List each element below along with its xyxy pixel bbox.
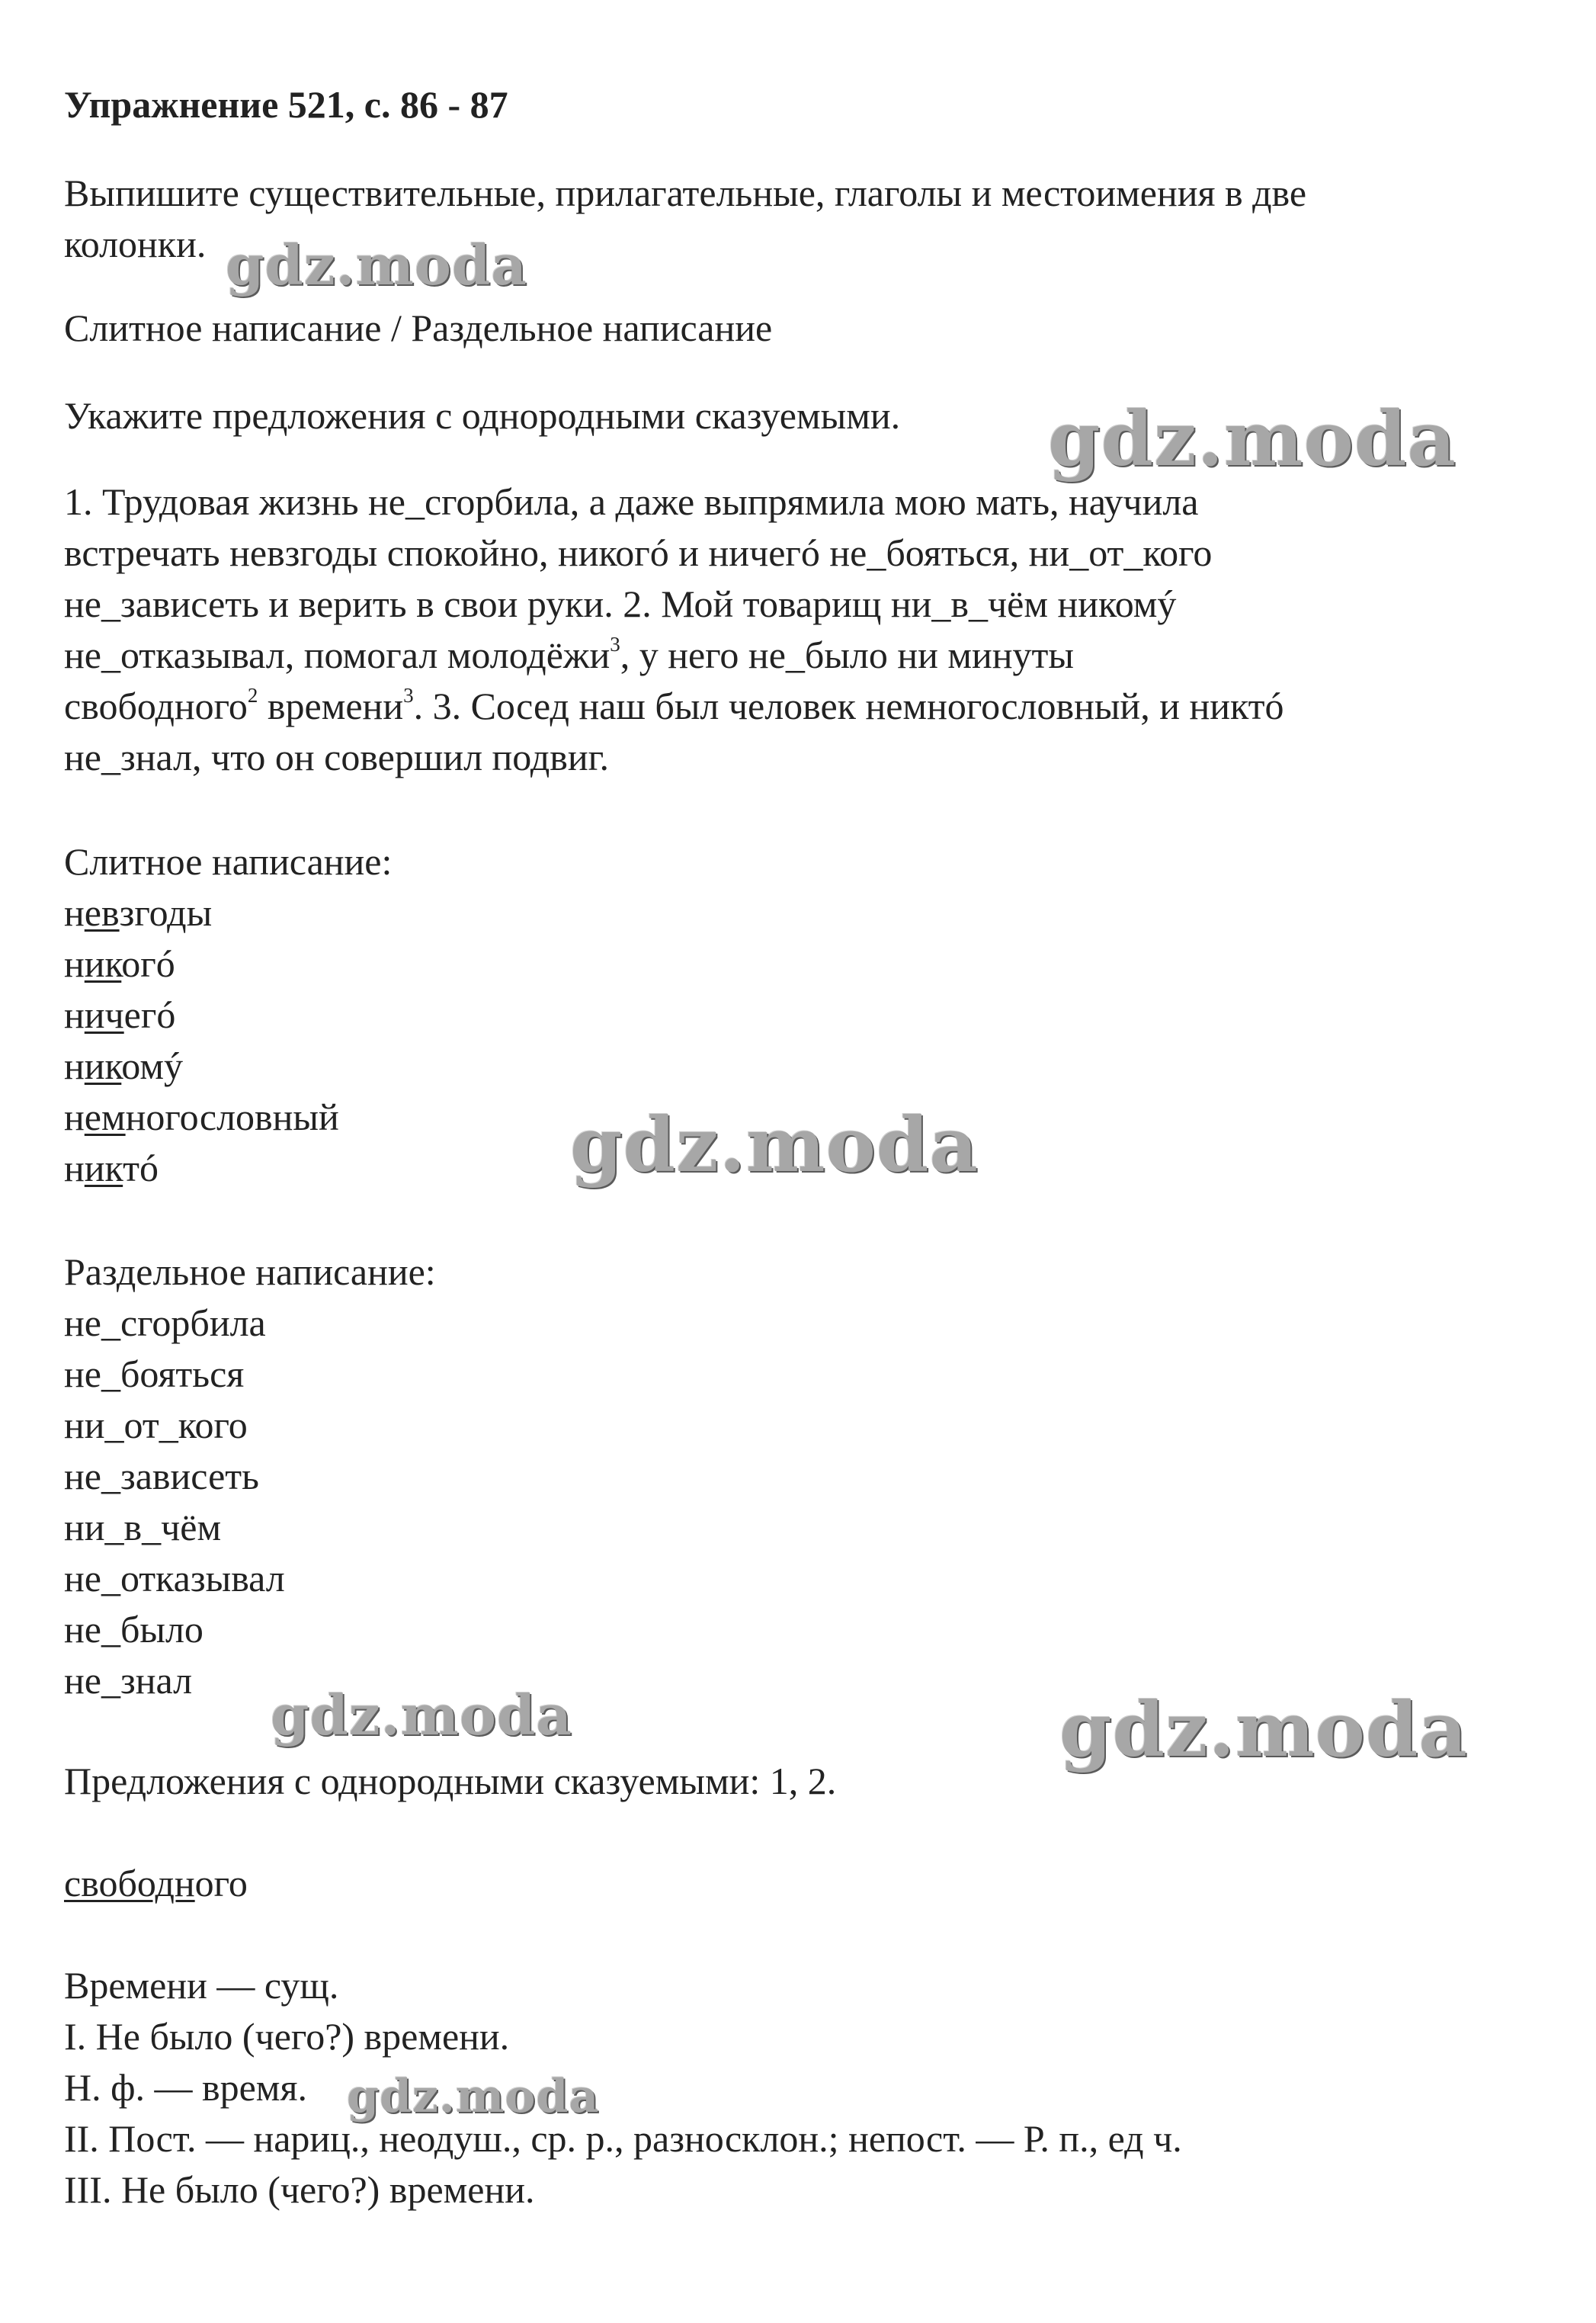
word-ending: ого [194, 1862, 248, 1904]
task-line-1: Выпишите существительные, прилагательные, глаголы и местоимения в две [64, 172, 1307, 214]
watermark: gdz.moda [226, 233, 527, 297]
separate-word: не_было [64, 1608, 204, 1651]
task-line-2: колонки. [64, 223, 207, 265]
text-line-5-part-a: свободного [64, 685, 248, 727]
separate-word: не_зависеть [64, 1455, 259, 1497]
answer-line: Предложения с однородными сказуемыми: 1, 2. [64, 1760, 837, 1802]
together-word: невзгоды [64, 891, 213, 934]
text-line-2: встречать невзгоды спокойно, никогó и ничегó не_бояться, ни_от_кого [64, 531, 1213, 574]
exercise-title: Упражнение 521, с. 86 - 87 [64, 83, 508, 126]
analysis-line-3: Н. ф. — время. [64, 2066, 307, 2109]
text-line-4-part-a: не_отказывал, помогал молодёжи [64, 634, 611, 676]
text-line-5 [64, 681, 1284, 731]
analysis-line-1: Времени — сущ. [64, 1964, 339, 2007]
text-line-3: не_зависеть и верить в свои руки. 2. Мой товарищ ни_в_чём никомý [64, 582, 1177, 625]
separate-word: не_сгорбила [64, 1301, 266, 1344]
analysis-line-2: I. Не было (чего?) времени. [64, 2015, 510, 2058]
separate-word: ни_от_кого [64, 1404, 248, 1446]
footnote-marker: 3 [610, 633, 620, 656]
watermark: gdz.moda [1048, 396, 1457, 483]
watermark: gdz.moda [271, 1683, 572, 1747]
text-line-1: 1. Трудовая жизнь не_сгорбила, а даже выпрямила мою мать, научила [64, 480, 1199, 523]
watermark: gdz.moda [347, 2070, 600, 2123]
analysis-line-5: III. Не было (чего?) времени. [64, 2168, 535, 2211]
separate-heading: Раздельное написание: [64, 1250, 436, 1293]
together-word: немногословный [64, 1096, 339, 1138]
separate-word: не_знал [64, 1659, 193, 1702]
together-word: никомý [64, 1044, 183, 1087]
text-line-5-part-b: времени [258, 685, 404, 727]
separate-word: не_отказывал [64, 1557, 285, 1599]
together-word: никогó [64, 942, 175, 985]
watermark: gdz.moda [1059, 1686, 1468, 1774]
text-line-5-part-c: . 3. Сосед наш был человек немногословный, и никтó [413, 685, 1284, 727]
together-word: никтó [64, 1147, 159, 1189]
columns-heading: Слитное написание / Раздельное написание [64, 306, 773, 349]
text-line-6: не_знал, что он совершил подвиг. [64, 736, 610, 778]
together-heading: Слитное написание: [64, 840, 393, 883]
footnote-marker: 3 [403, 684, 414, 707]
text-line-4-part-b: , у него не_было ни минуты [620, 634, 1074, 676]
separate-word: не_бояться [64, 1352, 245, 1395]
footnote-marker: 2 [247, 684, 258, 707]
analysis-line-4: II. Пост. — нариц., неодуш., ср. р., разносклон.; непост. — Р. п., ед ч. [64, 2117, 1182, 2160]
together-word: ничегó [64, 993, 176, 1036]
text-line-4 [64, 630, 1074, 680]
separate-word: ни_в_чём [64, 1506, 222, 1548]
task-2: Укажите предложения с однородными сказуемыми. [64, 394, 901, 437]
word-root: свободн [64, 1862, 195, 1904]
adjective-parsing [64, 1858, 248, 1908]
watermark: gdz.moda [570, 1102, 979, 1189]
